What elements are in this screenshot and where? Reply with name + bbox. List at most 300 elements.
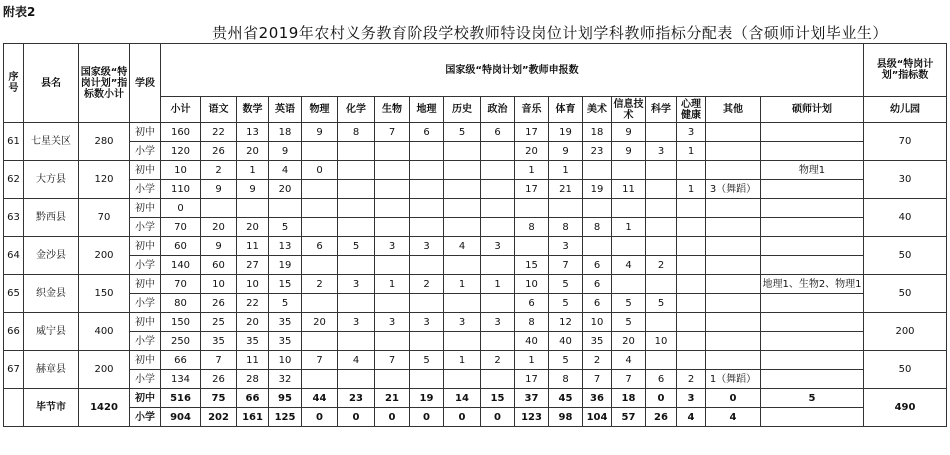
table-cell — [677, 275, 706, 294]
row-stage: 初中 — [130, 313, 161, 332]
table-cell — [706, 275, 761, 294]
table-cell — [444, 180, 481, 199]
table-cell: 161 — [237, 408, 269, 427]
table-cell: 1 — [375, 275, 410, 294]
table-row — [4, 294, 947, 313]
row-stage: 初中 — [130, 275, 161, 294]
table-cell: 44 — [302, 389, 338, 408]
table-cell: 125 — [269, 408, 302, 427]
header-subject: 信息技术 — [613, 98, 644, 121]
table-cell — [338, 199, 375, 218]
table-cell — [338, 294, 375, 313]
table-cell: 6 — [515, 294, 549, 313]
allocation-table — [3, 43, 947, 427]
table-cell — [375, 332, 410, 351]
table-cell — [481, 218, 515, 237]
table-cell — [444, 370, 481, 389]
table-cell: 75 — [201, 389, 237, 408]
table-cell: 7 — [549, 256, 583, 275]
table-cell: 15 — [515, 256, 549, 275]
header-subject: 数学 — [237, 97, 269, 123]
table-cell: 1 — [515, 351, 549, 370]
table-cell: 20 — [612, 332, 646, 351]
table-cell — [410, 332, 444, 351]
table-cell — [410, 180, 444, 199]
table-cell — [338, 161, 375, 180]
table-cell: 4 — [444, 237, 481, 256]
table-cell — [761, 180, 864, 199]
row-stage: 小学 — [130, 256, 161, 275]
table-cell: 26 — [646, 408, 677, 427]
table-cell: 6 — [583, 294, 612, 313]
table-cell: 17 — [515, 123, 549, 142]
row-seq: 67 — [4, 351, 24, 389]
appendix-label: 附表2 — [3, 5, 36, 19]
table-cell: 26 — [201, 294, 237, 313]
table-cell: 3 — [444, 313, 481, 332]
table-cell — [706, 218, 761, 237]
row-kindergarten: 40 — [864, 199, 947, 237]
table-cell — [677, 218, 706, 237]
table-cell — [302, 332, 338, 351]
table-cell — [706, 294, 761, 313]
table-cell — [761, 256, 864, 275]
table-cell: 12 — [549, 313, 583, 332]
table-cell: 17 — [515, 370, 549, 389]
row-stage: 小学 — [130, 180, 161, 199]
table-cell: 0 — [302, 408, 338, 427]
table-cell: 8 — [515, 218, 549, 237]
row-seq: 66 — [4, 313, 24, 351]
table-cell: 1（舞蹈） — [706, 370, 761, 389]
table-row — [4, 275, 947, 294]
table-cell: 2 — [583, 351, 612, 370]
table-cell: 120 — [161, 142, 201, 161]
header-subject: 硕师计划 — [761, 97, 864, 123]
table-cell — [338, 256, 375, 275]
table-cell — [375, 256, 410, 275]
table-cell — [677, 294, 706, 313]
table-cell — [549, 199, 583, 218]
table-cell: 8 — [549, 218, 583, 237]
header-subject: 政治 — [481, 97, 515, 123]
table-cell: 14 — [444, 389, 481, 408]
table-cell — [515, 237, 549, 256]
table-cell — [646, 351, 677, 370]
table-cell: 1 — [481, 275, 515, 294]
table-cell: 2 — [302, 275, 338, 294]
table-cell: 15 — [481, 389, 515, 408]
table-row — [4, 218, 947, 237]
row-stage: 初中 — [130, 199, 161, 218]
table-row — [4, 332, 947, 351]
table-cell: 3 — [375, 313, 410, 332]
table-cell: 0 — [302, 161, 338, 180]
table-cell — [481, 370, 515, 389]
table-cell: 2 — [646, 256, 677, 275]
table-cell: 19 — [549, 123, 583, 142]
table-cell: 140 — [161, 256, 201, 275]
table-cell: 60 — [201, 256, 237, 275]
table-cell: 32 — [269, 370, 302, 389]
row-county-name: 大方县 — [24, 161, 79, 199]
table-cell — [444, 332, 481, 351]
table-cell: 10 — [646, 332, 677, 351]
table-cell: 3 — [481, 237, 515, 256]
table-cell: 5 — [761, 389, 864, 408]
table-cell — [302, 142, 338, 161]
table-cell: 4 — [612, 351, 646, 370]
header-subject: 音乐 — [515, 97, 549, 123]
table-cell: 6 — [583, 256, 612, 275]
table-cell — [677, 351, 706, 370]
table-cell — [302, 199, 338, 218]
table-cell: 18 — [583, 123, 612, 142]
table-cell: 2 — [677, 370, 706, 389]
header-county: 县名 — [24, 44, 79, 123]
header-national-group: 国家级“特岗计划”教师申报数 — [161, 44, 864, 97]
table-cell: 516 — [161, 389, 201, 408]
table-cell: 11 — [237, 351, 269, 370]
table-cell: 20 — [237, 142, 269, 161]
table-cell — [706, 123, 761, 142]
table-cell — [646, 199, 677, 218]
row-kindergarten: 30 — [864, 161, 947, 199]
table-cell — [646, 313, 677, 332]
table-cell: 40 — [515, 332, 549, 351]
table-cell: 8 — [549, 370, 583, 389]
table-cell: 3 — [410, 313, 444, 332]
table-cell — [302, 256, 338, 275]
table-cell: 80 — [161, 294, 201, 313]
table-cell — [646, 218, 677, 237]
header-subject: 心理健康 — [677, 97, 706, 123]
table-cell — [761, 351, 864, 370]
table-cell: 23 — [583, 142, 612, 161]
table-cell: 6 — [646, 370, 677, 389]
table-cell — [237, 199, 269, 218]
table-cell — [410, 142, 444, 161]
table-row — [4, 351, 947, 370]
table-cell — [481, 161, 515, 180]
table-cell: 5 — [338, 237, 375, 256]
table-cell — [444, 218, 481, 237]
table-cell: 0 — [481, 408, 515, 427]
row-kindergarten: 70 — [864, 123, 947, 161]
table-cell: 6 — [410, 123, 444, 142]
table-cell — [677, 199, 706, 218]
table-cell: 134 — [161, 370, 201, 389]
table-cell: 10 — [583, 313, 612, 332]
table-cell — [375, 180, 410, 199]
table-cell: 7 — [302, 351, 338, 370]
table-cell: 26 — [201, 142, 237, 161]
header-subject: 美术 — [583, 97, 612, 123]
row-county-name: 金沙县 — [24, 237, 79, 275]
table-cell: 0 — [646, 389, 677, 408]
table-cell: 5 — [269, 218, 302, 237]
table-cell — [444, 199, 481, 218]
table-cell: 10 — [515, 275, 549, 294]
table-cell — [706, 351, 761, 370]
table-cell: 15 — [269, 275, 302, 294]
row-national-total: 150 — [79, 275, 130, 313]
table-cell: 40 — [549, 332, 583, 351]
header-subject: 语文 — [201, 97, 237, 123]
table-cell: 2 — [410, 275, 444, 294]
table-cell: 10 — [201, 275, 237, 294]
table-cell: 10 — [237, 275, 269, 294]
table-cell — [646, 161, 677, 180]
table-cell — [761, 294, 864, 313]
table-cell — [677, 237, 706, 256]
table-cell: 35 — [269, 332, 302, 351]
row-county-name: 威宁县 — [24, 313, 79, 351]
header-subject: 其他 — [706, 97, 761, 123]
header-subject: 化学 — [338, 97, 375, 123]
table-cell — [706, 313, 761, 332]
table-cell: 5 — [444, 123, 481, 142]
table-row — [4, 237, 947, 256]
table-cell — [375, 199, 410, 218]
table-row — [4, 389, 947, 408]
header-subject: 历史 — [444, 97, 481, 123]
table-cell — [761, 123, 864, 142]
table-cell: 9 — [201, 237, 237, 256]
table-cell: 22 — [201, 123, 237, 142]
table-row — [4, 313, 947, 332]
table-cell — [677, 332, 706, 351]
table-cell — [444, 142, 481, 161]
row-national-total: 120 — [79, 161, 130, 199]
row-stage: 小学 — [130, 294, 161, 313]
table-cell: 3 — [338, 275, 375, 294]
table-cell — [410, 294, 444, 313]
table-cell: 9 — [269, 142, 302, 161]
table-cell — [481, 332, 515, 351]
table-cell: 66 — [161, 351, 201, 370]
table-cell: 35 — [269, 313, 302, 332]
table-row — [4, 370, 947, 389]
table-row — [4, 256, 947, 275]
table-cell — [646, 237, 677, 256]
row-county-name: 黔西县 — [24, 199, 79, 237]
table-cell: 6 — [302, 237, 338, 256]
row-stage: 小学 — [130, 332, 161, 351]
header-subject: 物理 — [302, 97, 338, 123]
table-cell — [583, 237, 612, 256]
table-cell: 18 — [612, 389, 646, 408]
table-cell: 110 — [161, 180, 201, 199]
table-cell — [338, 370, 375, 389]
table-row — [4, 180, 947, 199]
table-cell: 0 — [338, 408, 375, 427]
table-cell: 250 — [161, 332, 201, 351]
row-county-name: 毕节市 — [24, 389, 79, 427]
table-cell: 地理1、生物2、物理1 — [761, 275, 864, 294]
table-cell: 9 — [201, 180, 237, 199]
row-national-total: 200 — [79, 351, 130, 389]
header-county-level: 县级“特岗计划”指标数 — [864, 44, 947, 97]
table-cell — [761, 408, 864, 427]
table-cell — [761, 370, 864, 389]
row-seq: 64 — [4, 237, 24, 275]
table-cell — [677, 313, 706, 332]
header-subject: 体育 — [549, 97, 583, 123]
table-cell: 26 — [201, 370, 237, 389]
table-cell: 28 — [237, 370, 269, 389]
table-cell — [583, 161, 612, 180]
table-cell: 23 — [338, 389, 375, 408]
row-national-total: 200 — [79, 237, 130, 275]
table-cell: 57 — [612, 408, 646, 427]
table-cell — [677, 256, 706, 275]
table-cell: 150 — [161, 313, 201, 332]
table-cell — [706, 161, 761, 180]
table-cell: 4 — [612, 256, 646, 275]
table-cell — [302, 218, 338, 237]
table-cell: 1 — [237, 161, 269, 180]
table-cell: 3 — [677, 123, 706, 142]
table-cell — [612, 161, 646, 180]
table-cell: 0 — [375, 408, 410, 427]
header-subject: 生物 — [375, 97, 410, 123]
table-cell: 35 — [237, 332, 269, 351]
row-stage: 初中 — [130, 237, 161, 256]
table-cell — [677, 161, 706, 180]
table-cell: 8 — [515, 313, 549, 332]
table-cell — [761, 313, 864, 332]
table-cell: 9 — [302, 123, 338, 142]
table-cell: 22 — [237, 294, 269, 313]
table-cell: 36 — [583, 389, 612, 408]
header-seq: 序号 — [4, 44, 24, 123]
table-cell: 1 — [444, 351, 481, 370]
table-cell: 3 — [338, 313, 375, 332]
table-cell — [646, 123, 677, 142]
table-cell: 3 — [410, 237, 444, 256]
table-cell: 4 — [706, 408, 761, 427]
table-row — [4, 123, 947, 142]
table-cell: 19 — [269, 256, 302, 275]
table-cell: 0 — [444, 408, 481, 427]
table-cell — [410, 370, 444, 389]
table-cell — [410, 161, 444, 180]
table-cell: 10 — [161, 161, 201, 180]
row-kindergarten: 50 — [864, 237, 947, 275]
header-national-total: 国家级“特岗计划”指标数小计 — [79, 44, 130, 123]
table-cell: 19 — [583, 180, 612, 199]
table-cell: 5 — [612, 313, 646, 332]
table-cell: 5 — [410, 351, 444, 370]
table-cell — [706, 237, 761, 256]
table-cell: 3（舞蹈） — [706, 180, 761, 199]
row-seq: 62 — [4, 161, 24, 199]
table-cell: 6 — [583, 275, 612, 294]
table-cell: 5 — [646, 294, 677, 313]
table-cell — [706, 142, 761, 161]
row-national-total: 1420 — [79, 389, 130, 427]
table-cell: 4 — [677, 408, 706, 427]
table-cell: 13 — [269, 237, 302, 256]
table-cell — [583, 199, 612, 218]
table-cell: 60 — [161, 237, 201, 256]
table-cell — [410, 199, 444, 218]
row-stage: 小学 — [130, 370, 161, 389]
table-cell — [761, 199, 864, 218]
table-cell: 35 — [201, 332, 237, 351]
table-cell: 11 — [612, 180, 646, 199]
table-cell — [481, 180, 515, 199]
table-cell: 9 — [612, 142, 646, 161]
table-cell — [375, 218, 410, 237]
table-cell: 3 — [375, 237, 410, 256]
table-cell: 37 — [515, 389, 549, 408]
table-cell: 7 — [201, 351, 237, 370]
table-cell — [444, 161, 481, 180]
table-cell: 27 — [237, 256, 269, 275]
row-seq: 63 — [4, 199, 24, 237]
row-stage: 初中 — [130, 123, 161, 142]
table-cell: 160 — [161, 123, 201, 142]
table-cell — [302, 180, 338, 199]
table-cell: 5 — [549, 294, 583, 313]
table-cell: 5 — [612, 294, 646, 313]
table-cell: 25 — [201, 313, 237, 332]
table-cell: 9 — [237, 180, 269, 199]
table-cell — [338, 180, 375, 199]
header-subject: 小计 — [161, 97, 201, 123]
table-cell — [269, 199, 302, 218]
table-cell: 3 — [646, 142, 677, 161]
row-seq — [4, 389, 24, 427]
table-cell — [761, 142, 864, 161]
table-cell — [444, 294, 481, 313]
table-cell: 20 — [515, 142, 549, 161]
row-stage: 小学 — [130, 218, 161, 237]
table-cell: 98 — [549, 408, 583, 427]
table-cell: 95 — [269, 389, 302, 408]
table-cell — [375, 142, 410, 161]
table-cell — [375, 161, 410, 180]
table-cell: 9 — [612, 123, 646, 142]
row-kindergarten: 490 — [864, 389, 947, 427]
row-county-name: 织金县 — [24, 275, 79, 313]
table-cell: 20 — [237, 313, 269, 332]
table-row — [4, 408, 947, 427]
table-cell: 13 — [237, 123, 269, 142]
table-cell: 8 — [583, 218, 612, 237]
row-kindergarten: 50 — [864, 351, 947, 389]
table-cell: 3 — [549, 237, 583, 256]
table-cell: 7 — [375, 123, 410, 142]
table-cell — [481, 294, 515, 313]
table-cell: 19 — [410, 389, 444, 408]
row-stage: 小学 — [130, 142, 161, 161]
table-cell: 70 — [161, 218, 201, 237]
table-cell: 17 — [515, 180, 549, 199]
header-subject: 科学 — [646, 97, 677, 123]
table-cell: 21 — [549, 180, 583, 199]
row-kindergarten: 50 — [864, 275, 947, 313]
table-cell: 1 — [612, 218, 646, 237]
row-county-name: 七星关区 — [24, 123, 79, 161]
table-cell: 70 — [161, 275, 201, 294]
table-cell: 物理1 — [761, 161, 864, 180]
table-cell: 21 — [375, 389, 410, 408]
table-cell — [761, 237, 864, 256]
table-cell — [481, 199, 515, 218]
